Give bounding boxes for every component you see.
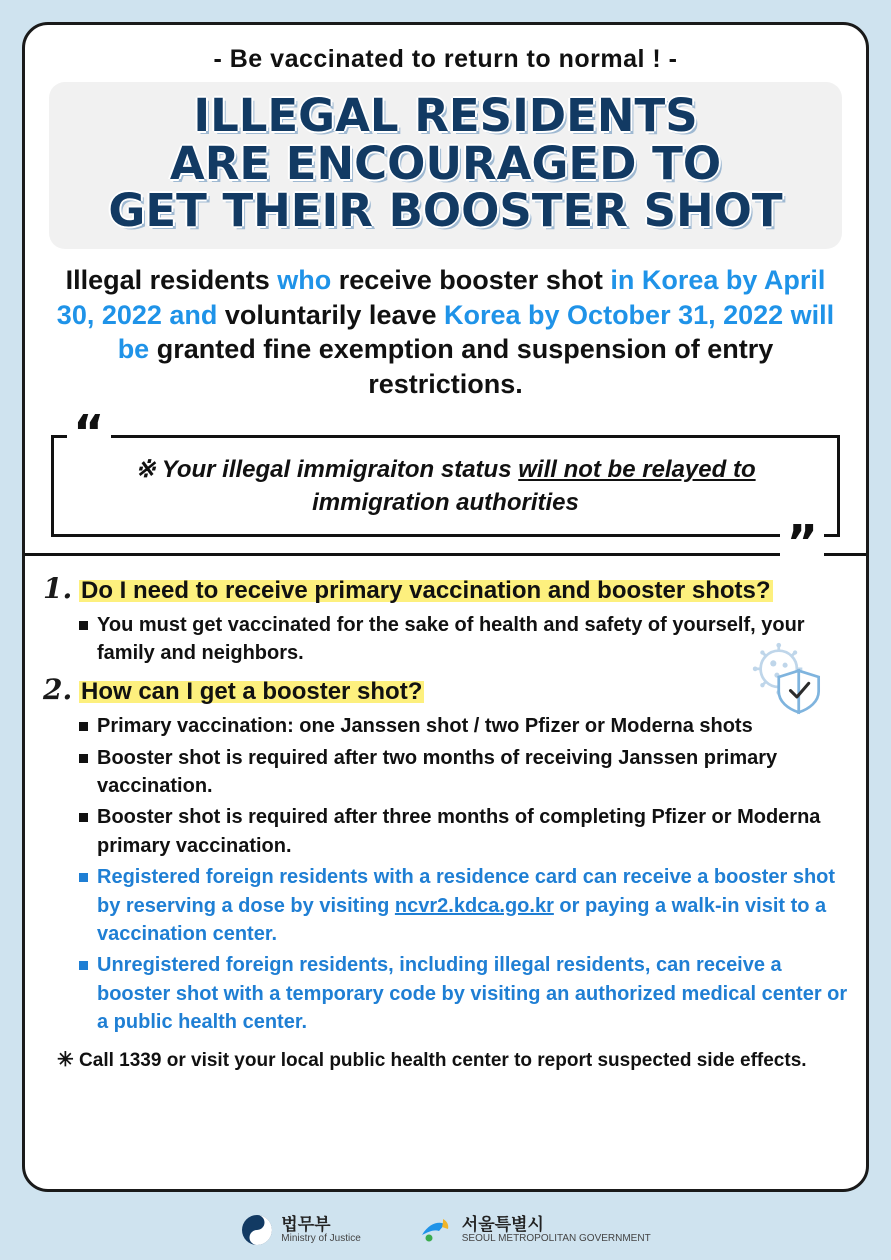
seoul-name-kr: 서울특별시 <box>461 1214 544 1234</box>
lede-highlight-3: Korea by October 31, 2022 will be <box>117 299 835 365</box>
quote-close-mark: ” <box>780 519 824 567</box>
footnote-text: Call 1339 or visit your local public health center to report suspected side effects. <box>79 1049 807 1071</box>
list-item: Booster shot is required after three months of completing Pfizer or Moderna primary vaccination. <box>77 803 850 860</box>
lede-highlight-1: who <box>277 265 339 296</box>
footer-logos <box>0 1200 891 1260</box>
list-item: Unregistered foreign residents, including illegal residents, can receive a booster shot with a temporary code by visiting an authorized medical center or a public health center. <box>77 951 850 1036</box>
moj-emblem-icon <box>240 1213 274 1247</box>
vaccination-reservation-link[interactable]: ncvr2.kdca.go.kr <box>394 894 554 917</box>
poster-lede <box>55 263 836 401</box>
moj-name-en: Ministry of Justice <box>281 1232 361 1244</box>
lede-part-1: Illegal residents <box>65 265 278 296</box>
quote-prefix: ※ Your illegal immigraiton status <box>135 456 519 484</box>
faq-number-2: 2. <box>43 673 73 707</box>
faq-bullets-2 <box>43 712 850 1036</box>
poster-title-line-1: ILLEGAL RESIDENTS <box>193 89 698 142</box>
logo-seoul-metropolitan-government <box>419 1215 651 1245</box>
faq-question-1 <box>43 572 850 605</box>
poster-title-band <box>49 82 842 249</box>
lede-highlight-2: in Korea by April 30, 2022 and <box>56 265 826 330</box>
poster-tagline: - Be vaccinated to return to normal ! - <box>213 45 678 73</box>
poster-card <box>22 22 869 1192</box>
moj-name-kr: 법무부 <box>281 1214 331 1234</box>
lede-part-3: voluntarily leave <box>224 299 445 330</box>
list-item: Booster shot is required after two months of receiving Janssen primary vaccination. <box>77 744 850 801</box>
list-item-link[interactable]: Registered foreign residents with a residence card can receive a booster shot by reserving a dose by visiting ncvr2.kdca.go.kr or paying a walk-in visit to a vaccination center. <box>77 863 850 948</box>
quote-line-2: immigration authorities <box>312 488 579 516</box>
faq-question-text-1: Do I need to receive primary vaccination and booster shots? <box>81 576 771 604</box>
quote-underlined: will not be relayed to <box>518 456 756 484</box>
faq-question-text-2: How can I get a booster shot? <box>81 678 423 706</box>
quote-block <box>51 405 840 571</box>
list-item: You must get vaccinated for the sake of health and safety of yourself, your family and neighbors. <box>77 611 850 668</box>
faq-section <box>25 556 866 1072</box>
quote-line-1 <box>72 454 819 487</box>
faq-bullets-1 <box>43 611 850 668</box>
quote-box <box>51 435 840 536</box>
seoul-emblem-icon <box>419 1215 455 1245</box>
poster-header <box>25 25 866 413</box>
faq-question-2 <box>43 673 850 706</box>
seoul-name-en: SEOUL METROPOLITAN GOVERNMENT <box>461 1232 651 1244</box>
logo-ministry-of-justice <box>240 1213 360 1247</box>
faq-number-1: 1. <box>43 571 73 605</box>
footnote-star-icon: ✳ <box>57 1048 74 1071</box>
faq-footnote <box>57 1047 850 1072</box>
poster-title-line-2: ARE ENCOURAGED TO <box>169 136 722 190</box>
lede-part-4: granted fine exemption and suspension of entry restrictions. <box>156 334 774 399</box>
list-item: Primary vaccination: one Janssen shot / two Pfizer or Moderna shots <box>77 712 850 740</box>
lede-part-2: receive booster shot <box>338 265 611 296</box>
poster-title-line-3: GET THEIR BOOSTER SHOT <box>108 184 783 238</box>
quote-open-mark: “ <box>67 409 111 457</box>
